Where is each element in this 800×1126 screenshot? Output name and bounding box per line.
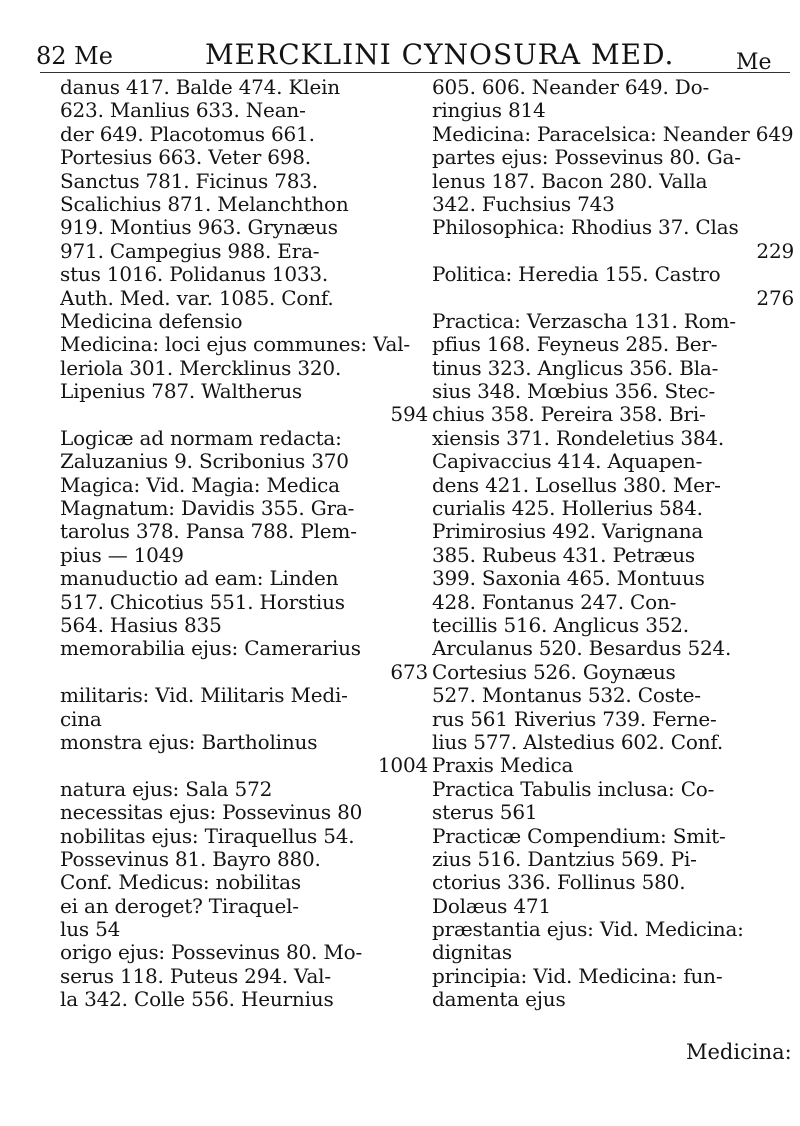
index-line: nobilitas ejus: Tiraquellus 54. <box>60 824 355 848</box>
index-line: Primirosius 492. Varignana <box>432 520 704 544</box>
index-line: Possevinus 81. Bayro 880. <box>60 847 321 871</box>
index-line: Arculanus 520. Besardus 524. <box>432 637 732 661</box>
index-line: serus 118. Puteus 294. Val- <box>60 964 331 988</box>
index-line: curialis 425. Hollerius 584. <box>432 497 703 521</box>
right-column <box>432 76 794 1012</box>
index-line: stus 1016. Polidanus 1033. <box>60 263 329 287</box>
index-line: Logicæ ad normam redacta: <box>60 426 342 450</box>
page-number: 82 Me <box>36 42 113 70</box>
index-line: la 342. Colle 556. Heurnius <box>60 988 334 1012</box>
index-line: tecillis 516. Anglicus 352. <box>432 613 689 637</box>
index-line: Magnatum: Davidis 355. Gra- <box>60 497 355 521</box>
index-line: lus 54 <box>60 918 121 942</box>
catchword: Medicina: <box>686 1040 792 1064</box>
index-line: 276 <box>756 286 794 310</box>
index-line: Medicina defensio <box>60 309 243 333</box>
index-line: tinus 323. Anglicus 356. Bla- <box>432 356 719 380</box>
index-line: Magica: Vid. Magia: Medica <box>60 473 340 497</box>
index-line: lius 577. Alstedius 602. Conf. <box>432 730 724 754</box>
index-line: chius 358. Pereira 358. Bri- <box>432 403 706 427</box>
index-line: 605. 606. Neander 649. Do- <box>432 76 709 99</box>
page-header <box>0 34 800 74</box>
index-line: dignitas <box>432 941 512 965</box>
index-line: Zaluzanius 9. Scribonius 370 <box>60 450 349 474</box>
index-line: Portesius 663. Veter 698. <box>60 146 311 170</box>
index-line: rus 561 Riverius 739. Ferne- <box>432 707 717 731</box>
index-line: 229 <box>756 239 794 263</box>
running-title: MERCKLINI CYNOSURA MED. <box>205 38 675 71</box>
index-line: lenus 187. Bacon 280. Valla <box>432 169 708 193</box>
index-line: manuductio ad eam: Linden <box>60 567 339 591</box>
index-line: Praxis Medica <box>432 754 574 778</box>
index-line: Conf. Medicus: nobilitas <box>60 871 301 895</box>
index-line: xiensis 371. Rondeletius 384. <box>432 426 725 450</box>
index-line: leriola 301. Mercklinus 320. <box>60 356 342 380</box>
index-line: Practica Tabulis inclusa: Co- <box>432 777 715 801</box>
index-line: memorabilia ejus: Camerarius <box>60 637 361 661</box>
index-line: origo ejus: Possevinus 80. Mo- <box>60 941 363 965</box>
index-line: der 649. Placotomus 661. <box>60 122 315 146</box>
header-rule <box>40 72 790 73</box>
index-line: sterus 561 <box>432 801 538 825</box>
index-line: danus 417. Balde 474. Klein <box>60 76 340 99</box>
index-line: Sanctus 781. Ficinus 783. <box>60 169 318 193</box>
index-line: zius 516. Dantzius 569. Pi- <box>432 847 697 871</box>
index-line: 517. Chicotius 551. Horstius <box>60 590 345 614</box>
index-line: damenta ejus <box>432 988 566 1012</box>
index-line: Practica: Verzascha 131. Rom- <box>432 309 736 333</box>
index-line: 594 <box>390 403 428 427</box>
index-line: cina <box>60 707 102 731</box>
index-line: dens 421. Losellus 380. Mer- <box>432 473 721 497</box>
index-line: pfius 168. Feyneus 285. Ber- <box>432 333 718 357</box>
index-line: pius — 1049 <box>60 543 184 567</box>
index-line: Philosophica: Rhodius 37. Clas <box>432 216 739 240</box>
index-line: partes ejus: Possevinus 80. Ga- <box>432 146 741 170</box>
index-line: Scalichius 871. Melanchthon <box>60 192 349 216</box>
index-line: monstra ejus: Bartholinus <box>60 730 318 754</box>
index-line: necessitas ejus: Possevinus 80 <box>60 801 363 825</box>
index-line: præstantia ejus: Vid. Medicina: <box>432 918 744 942</box>
index-line: Lipenius 787. Waltherus <box>60 380 302 404</box>
index-line: 971. Campegius 988. Era- <box>60 239 320 263</box>
index-line: 673 <box>390 660 428 684</box>
index-line: 564. Hasius 835 <box>60 613 222 637</box>
index-line: tarolus 378. Pansa 788. Plem- <box>60 520 357 544</box>
guide-word: Me <box>736 50 772 75</box>
index-line: natura ejus: Sala 572 <box>60 777 273 801</box>
index-line: 399. Saxonia 465. Montuus <box>432 567 705 591</box>
index-line: ctorius 336. Follinus 580. <box>432 871 686 895</box>
index-line: 342. Fuchsius 743 <box>432 192 615 216</box>
index-line: 428. Fontanus 247. Con- <box>432 590 677 614</box>
left-column <box>60 76 428 1012</box>
index-line: ei an deroget? Tiraquel- <box>60 894 299 918</box>
index-line: Dolæus 471 <box>432 894 551 918</box>
index-line: Medicina: loci ejus communes: Val- <box>60 333 410 357</box>
index-line: Practicæ Compendium: Smit- <box>432 824 726 848</box>
index-line: sius 348. Mœbius 356. Stec- <box>432 380 716 404</box>
index-line: ringius 814 <box>432 99 546 123</box>
index-line: Politica: Heredia 155. Castro <box>432 263 721 287</box>
index-line: 1004 <box>377 754 428 778</box>
index-line: principia: Vid. Medicina: fun- <box>432 964 723 988</box>
index-line: 385. Rubeus 431. Petræus <box>432 543 695 567</box>
index-line: Medicina: Paracelsica: Neander 649 <box>432 122 794 146</box>
index-line: Auth. Med. var. 1085. Conf. <box>60 286 334 310</box>
index-line: 919. Montius 963. Grynæus <box>60 216 338 240</box>
index-line: 623. Manlius 633. Nean- <box>60 99 306 123</box>
index-line: Cortesius 526. Goynæus <box>432 660 676 684</box>
index-line: militaris: Vid. Militaris Medi- <box>60 684 348 708</box>
index-line: 527. Montanus 532. Coste- <box>432 684 701 708</box>
index-line: Capivaccius 414. Aquapen- <box>432 450 703 474</box>
